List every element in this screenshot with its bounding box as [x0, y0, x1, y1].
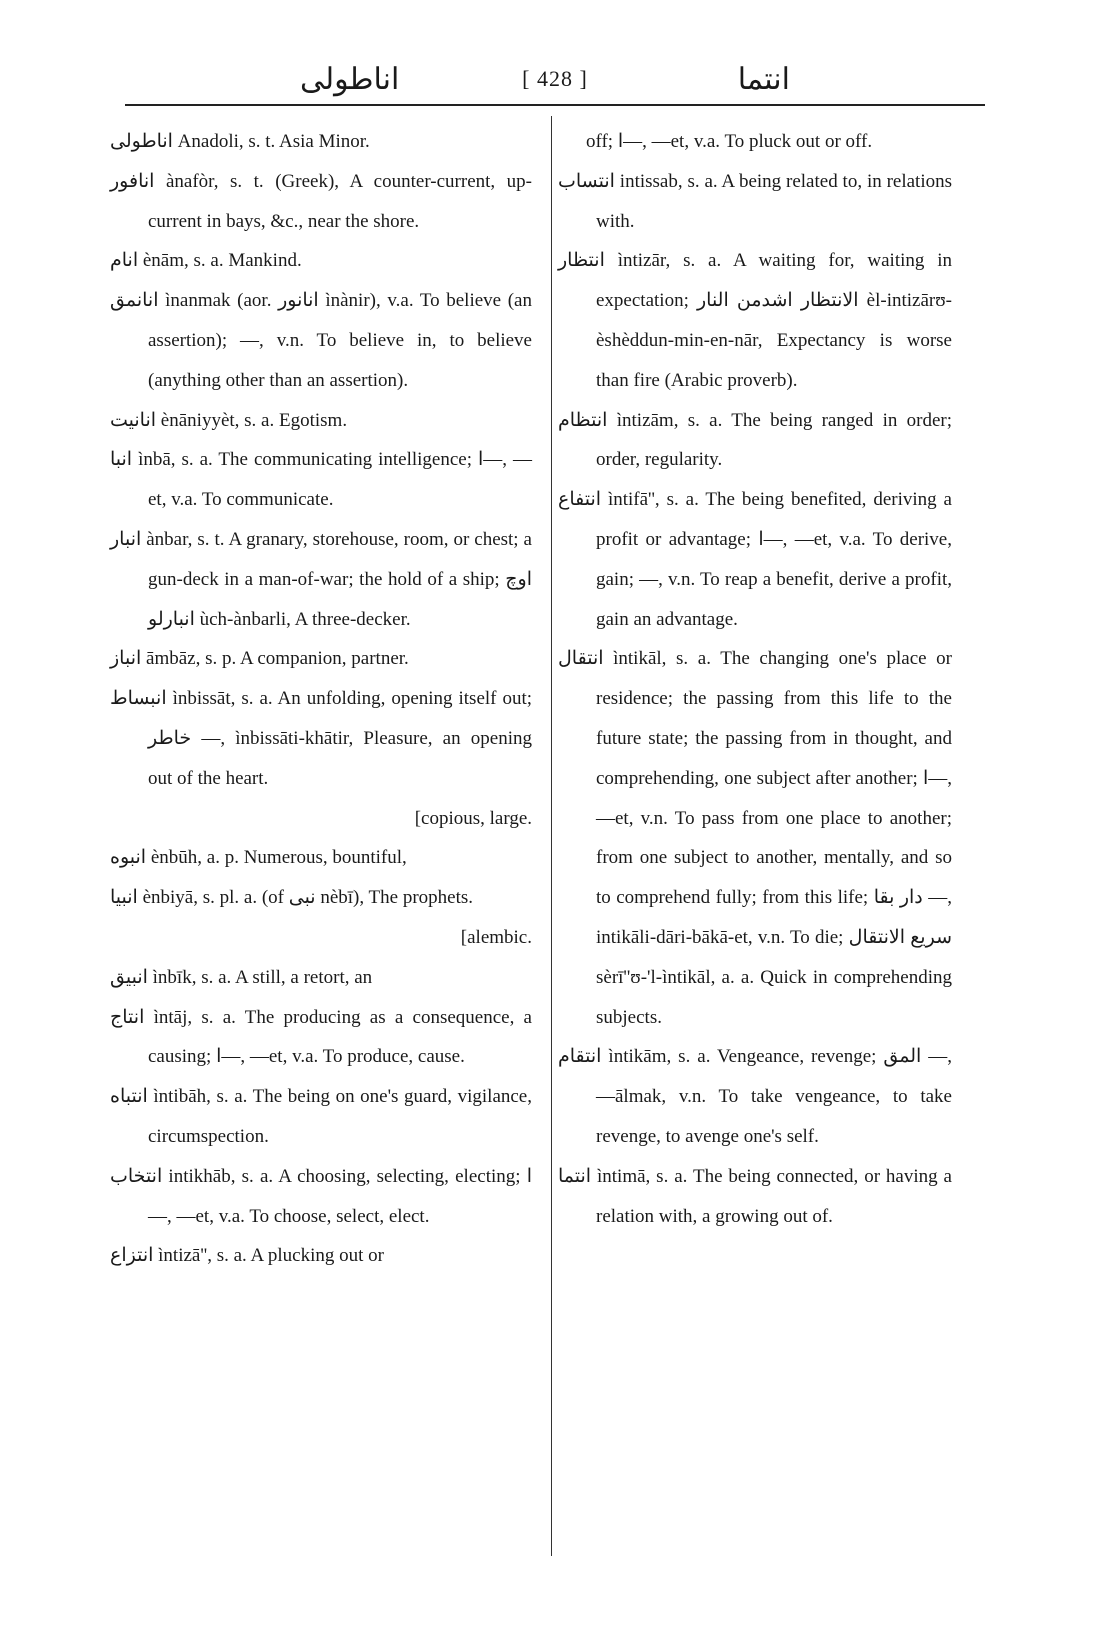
entry-tail-copious: [copious, large. [414, 807, 532, 829]
page-header [125, 58, 985, 106]
entry-intikhab: انتخاب intikhāb, s. a. A choosing, selecting, electing; ا—, —et, v.a. To choose, select, elect. [110, 1165, 532, 1227]
entry-inanmak: انانمق ìnanmak (aor. انانور ìnànir), v.a. To believe (an assertion); —, v.n. To believe in, to believe (anything other than an assertion). [110, 290, 532, 391]
column-divider [551, 116, 552, 1556]
header-right-catchword: انتما [737, 63, 790, 96]
entry-intizar: انتظار ìntizār, s. a. A waiting for, waiting in expectation; الانتظار اشدمن النار èl-intizārʊ-èshèddun-min-en-nār, Expectancy is worse than fire (Arabic proverb). [558, 250, 952, 391]
entry-intiza-continued: off; ا—, —et, v.a. To pluck out or off. [586, 131, 873, 152]
entry-intizam: انتظام ìntizām, s. a. The being ranged in order; order, regularity. [558, 409, 952, 471]
right-column [558, 122, 952, 1236]
entry-anadoli: اناطولی Anadoli, s. t. Asia Minor. [110, 131, 370, 152]
entry-intifa: انتفاع ìntifā'', s. a. The being benefited, deriving a profit or advantage; ا—, —et, v.a. To derive, gain; —, v.n. To reap a benefit, derive a profit, gain an advantage. [558, 489, 952, 630]
entry-enbuh: انبوه ènbūh, a. p. Numerous, bountiful, [110, 847, 407, 869]
entry-anafor: انافور ànafòr, s. t. (Greek), A counter-current, up-current in bays, &c., near the shore. [110, 170, 532, 232]
entry-intiza: انتزاع ìntizā'', s. a. A plucking out or [110, 1245, 385, 1267]
entry-enaniyyet: انانیت ènāniyyèt, s. a. Egotism. [110, 409, 348, 431]
page-number: [ 428 ] [522, 66, 588, 91]
entry-inbik: انبیق ìnbīk, s. a. A still, a retort, an [110, 966, 373, 988]
entry-anbar: انبار ànbar, s. t. A granary, storehouse, room, or chest; a gun-deck in a man-of-war; the hold of a ship; اوچ انبارلو ùch-ànbarli, A three-decker. [110, 528, 532, 630]
entry-intibah: انتباه ìntibāh, s. a. The being on one's guard, vigilance, circumspection. [110, 1086, 532, 1147]
entry-intissab: انتساب intissab, s. a. A being related to, in relations with. [558, 170, 952, 232]
entry-intikal: انتقال ìntikāl, s. a. The changing one's place or residence; the passing from this life to the future state; the passing from in thought, and comprehending, one subject after another; ا—, —et, v.n. To pass from one place to another; from one subject to another, mentally, and so to comprehend fully; from this life; دار بقا —, intikāli-dāri-bākā-et, v.n. To die; سریع الانتقال sèrī''ʊ-'l-ìntikāl, a. a. Quick in comprehending subjects. [558, 648, 952, 1028]
left-column [110, 122, 532, 1276]
entry-ambaz: انباز āmbāz, s. p. A companion, partner. [110, 648, 409, 670]
entry-enam: انام ènām, s. a. Mankind. [110, 250, 302, 272]
entry-intikam: انتقام ìntikām, s. a. Vengeance, revenge; المق —, —ālmak, v.n. To take vengeance, to take revenge, to avenge one's self. [558, 1046, 953, 1147]
entry-enbiya: انبیا ènbiyā, s. pl. a. (of نبی nèbī), The prophets. [110, 887, 474, 909]
entry-tail-alembic: [alembic. [460, 926, 532, 948]
entry-intaj: انتاج ìntāj, s. a. The producing as a consequence, a causing; ا—, —et, v.a. To produce, cause. [110, 1006, 532, 1068]
header-rule [125, 104, 985, 106]
header-left-catchword: اناطولی [300, 63, 400, 96]
entry-intima: انتما ìntimā, s. a. The being connected, or having a relation with, a growing out of. [558, 1165, 952, 1227]
entry-inba: انبا ìnbā, s. a. The communicating intelligence; ا—, —et, v.a. To communicate. [110, 449, 533, 511]
entry-inbissat: انبساط ìnbissāt, s. a. An unfolding, opening itself out; خاطر —, ìnbissāti-khātir, Pleasure, an opening out of the heart. [110, 688, 532, 789]
